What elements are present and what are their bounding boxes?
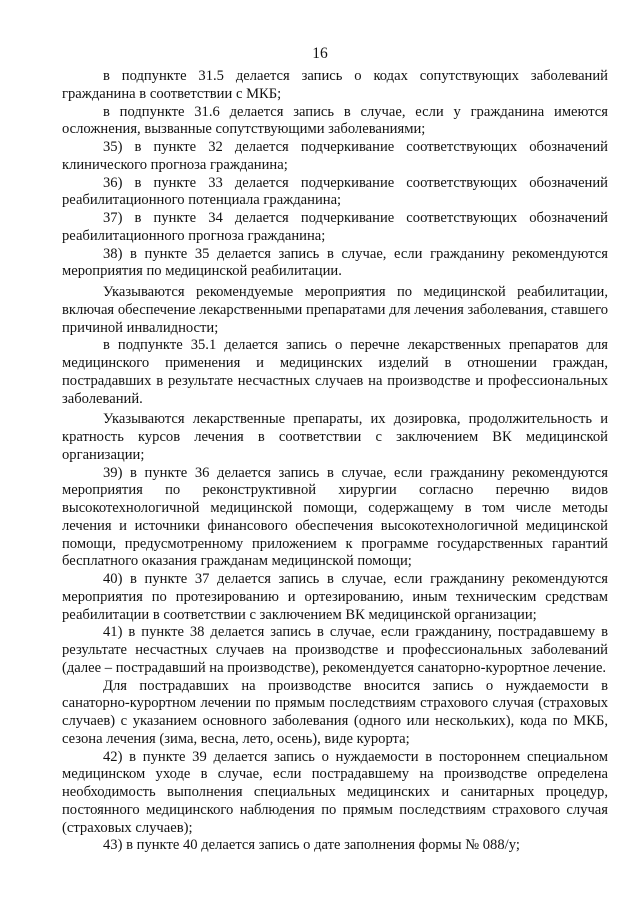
paragraph-31-5: в подпункте 31.5 делается запись о кодах сопутствующих заболеваний гражданина в соответствии с МКБ;	[62, 68, 608, 102]
item-42: 42) в пункте 39 делается запись о нуждаемости в постороннем специальном медицинском уходе в случае, если пострадавшему на производстве определена необходимость выполнения специальных медицинских и санитарных процедур, постоянного медицинского наблюдения по прямым последствиям страхового случая (страховых случаев);	[62, 748, 608, 836]
paragraph-drugs: Указываются лекарственные препараты, их дозировка, продолжительность и кратность курсов лечения в соответствии с заключением ВК медицинской организации;	[62, 411, 608, 463]
item-37: 37) в пункте 34 делается подчеркивание соответствующих обозначений реабилитационного прогноза гражданина;	[62, 210, 608, 244]
item-39: 39) в пункте 36 делается запись в случае, если гражданину рекомендуются мероприятия по реконструктивной хирургии согласно перечню видов высокотехнологичной медицинской помощи, содержащему в том числе методы лечения и источники финансового обеспечения высокотехнологичной медицинской помощи, предусмотренному приложением к программе государственных гарантий бесплатного оказания гражданам медицинской помощи;	[62, 464, 608, 570]
item-38: 38) в пункте 35 делается запись в случае, если гражданину рекомендуются мероприятия по медицинской реабилитации.	[62, 245, 608, 280]
document-body	[62, 68, 608, 855]
paragraph-sanatorium: Для пострадавших на производстве вносится запись о нуждаемости в санаторно-курортном лечении по прямым последствиям страхового случая (страховых случаев) с указанием основного заболевания (одного или нескольких), кода по МКБ, сезона лечения (зима, весна, лето, осень), виде курорта;	[62, 677, 608, 747]
item-40: 40) в пункте 37 делается запись в случае, если гражданину рекомендуются мероприятия по протезированию и ортезированию, иным техническим средствам реабилитации в соответствии с заключением ВК медицинской организации;	[62, 571, 608, 623]
paragraph-rehab-measures: Указываются рекомендуемые мероприятия по медицинской реабилитации, включая обеспечение лекарственными препаратами для лечения заболевания, ставшего причиной инвалидности;	[62, 284, 608, 336]
item-36: 36) в пункте 33 делается подчеркивание соответствующих обозначений реабилитационного потенциала гражданина;	[62, 174, 608, 209]
item-43: 43) в пункте 40 делается запись о дате заполнения формы № 088/у;	[103, 837, 520, 854]
paragraph-31-6: в подпункте 31.6 делается запись в случае, если у гражданина имеются осложнения, вызванные сопутствующими заболеваниями;	[62, 103, 608, 138]
item-41: 41) в пункте 38 делается запись в случае, если гражданину, пострадавшему в результате несчастных случаев на производстве и профессиональных заболеваний (далее – пострадавший на производстве), рекомендуется санаторно-курортное лечение.	[62, 624, 608, 676]
page-number: 16	[312, 45, 328, 62]
paragraph-35-1: в подпункте 35.1 делается запись о перечне лекарственных препаратов для медицинского применения и медицинских изделий в отношении граждан, пострадавших в результате несчастных случаев на производстве и профессиональных заболеваний.	[62, 337, 608, 407]
item-35: 35) в пункте 32 делается подчеркивание соответствующих обозначений клинического прогноза гражданина;	[62, 139, 608, 173]
